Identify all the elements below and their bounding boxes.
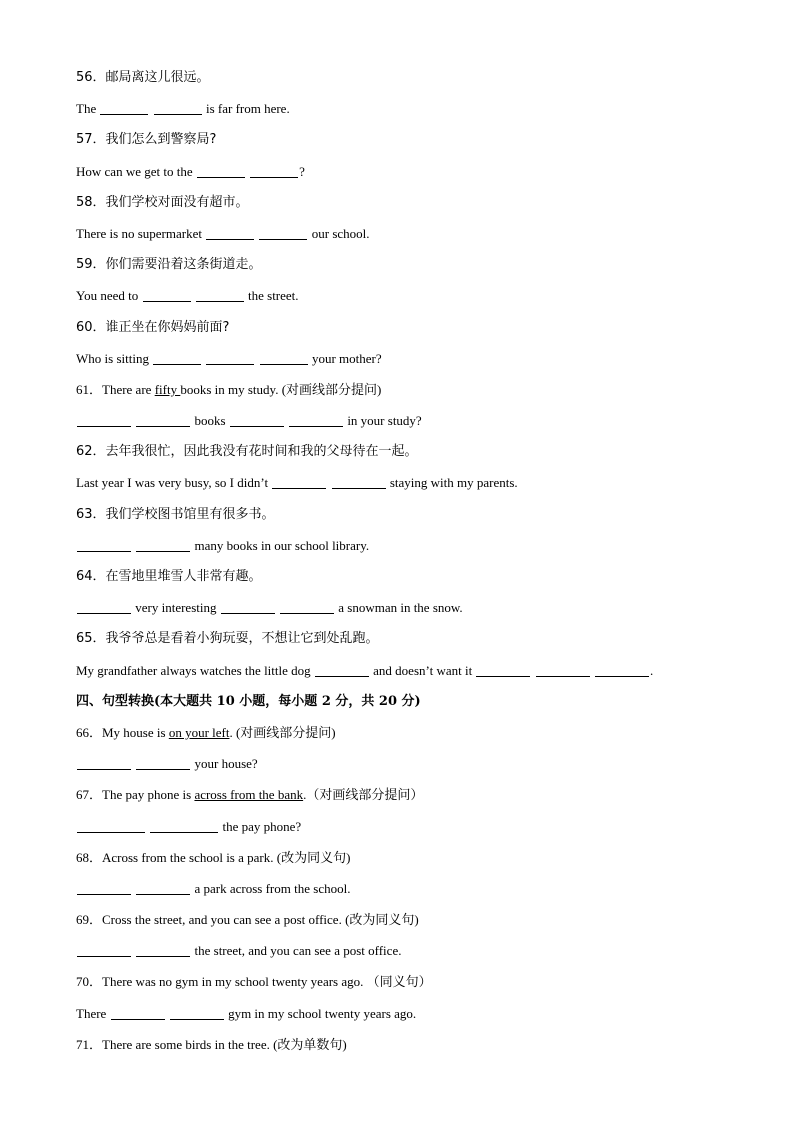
answer-blank[interactable]: [259, 225, 307, 240]
q60-answer-line: Who is sitting your mother?: [76, 350, 382, 366]
q68-answer-line: a park across from the school.: [76, 873, 736, 904]
answer-blank[interactable]: [77, 412, 131, 427]
answer-blank[interactable]: [150, 818, 218, 833]
q66-answer-line: your house?: [76, 748, 736, 779]
q63-prompt: 63．我们学校图书馆里有很多书。: [76, 506, 275, 522]
answer-blank[interactable]: [136, 412, 190, 427]
answer-blank[interactable]: [143, 287, 191, 302]
q56-prompt: 56．邮局离这儿很远。: [76, 70, 210, 85]
q71-prompt: 71．There are some birds in the tree. (改为单数句): [76, 1036, 347, 1052]
answer-blank[interactable]: [206, 225, 254, 240]
answer-blank[interactable]: [77, 818, 145, 833]
q59-answer-line: You need to the street.: [76, 288, 299, 304]
answer-blank[interactable]: [250, 163, 298, 178]
worksheet-page: [76, 62, 736, 1060]
answer-blank[interactable]: [136, 537, 190, 552]
answer-blank[interactable]: [230, 412, 284, 427]
answer-blank[interactable]: [154, 100, 202, 115]
q65-prompt: 65．我爷爷总是看着小狗玩耍，不想让它到处乱跑。: [76, 631, 379, 647]
q61-prompt: 61．There are fifty books in my study. (对画线部分提问): [76, 381, 382, 397]
q65-answer-line: My grandfather always watches the little dog and doesn’t want it .: [76, 662, 654, 678]
q67-prompt: 67．The pay phone is across from the bank.（对画线部分提问）: [76, 787, 424, 803]
answer-blank[interactable]: [197, 163, 245, 178]
answer-blank[interactable]: [280, 599, 334, 614]
answer-blank[interactable]: [77, 755, 131, 770]
q60-prompt: 60．谁正坐在你妈妈前面?: [76, 319, 230, 335]
answer-blank[interactable]: [111, 1005, 165, 1020]
answer-blank[interactable]: [136, 942, 190, 957]
q57-prompt: 57．我们怎么到警察局?: [76, 132, 217, 148]
answer-blank[interactable]: [332, 474, 386, 489]
answer-blank[interactable]: [136, 755, 190, 770]
answer-blank[interactable]: [536, 662, 590, 677]
q58-prompt: 58．我们学校对面没有超市。: [76, 194, 249, 210]
q67-answer-line: the pay phone?: [76, 811, 736, 842]
q56-answer-line: The is far from here.: [76, 101, 290, 117]
q62-prompt: 62．去年我很忙，因此我没有花时间和我的父母待在一起。: [76, 444, 418, 460]
section-heading: 四、句型转换(本大题共 10 小题，每小题 2 分，共 20 分): [76, 693, 421, 709]
answer-blank[interactable]: [476, 662, 530, 677]
answer-blank[interactable]: [315, 662, 369, 677]
q66-prompt: 66．My house is on your left. (对画线部分提问): [76, 724, 336, 740]
answer-blank[interactable]: [77, 537, 131, 552]
q68-prompt: 68．Across from the school is a park. (改为同义句): [76, 849, 351, 865]
underlined-part: on your left: [168, 724, 230, 740]
answer-blank[interactable]: [206, 350, 254, 365]
q62-answer-line: Last year I was very busy, so I didn’t staying with my parents.: [76, 475, 518, 491]
q70-answer-line: There gym in my school twenty years ago.: [76, 1005, 417, 1021]
answer-blank[interactable]: [170, 1005, 224, 1020]
q69-answer-line: the street, and you can see a post office.: [76, 935, 736, 966]
q64-prompt: 64．在雪地里堆雪人非常有趣。: [76, 569, 262, 584]
q70-prompt: 70．There was no gym in my school twenty years ago. （同义句）: [76, 974, 432, 990]
answer-blank[interactable]: [100, 100, 148, 115]
answer-blank[interactable]: [136, 880, 190, 895]
q69-prompt: 69．Cross the street, and you can see a post office. (改为同义句): [76, 912, 419, 928]
q58-answer-line: There is no supermarket our school.: [76, 225, 370, 241]
underlined-part: across from the bank: [194, 787, 304, 803]
q57-answer-line: How can we get to the ?: [76, 163, 305, 179]
answer-blank[interactable]: [77, 942, 131, 957]
q64-answer-line: very interesting a snowman in the snow.: [76, 592, 736, 623]
answer-blank[interactable]: [77, 880, 131, 895]
answer-blank[interactable]: [260, 350, 308, 365]
answer-blank[interactable]: [289, 412, 343, 427]
answer-blank[interactable]: [595, 662, 649, 677]
underlined-part: fifty: [154, 381, 181, 397]
answer-blank[interactable]: [77, 599, 131, 614]
q63-answer-line: many books in our school library.: [76, 530, 736, 561]
answer-blank[interactable]: [153, 350, 201, 365]
q61-answer-line: books in your study?: [76, 405, 736, 436]
answer-blank[interactable]: [221, 599, 275, 614]
answer-blank[interactable]: [196, 287, 244, 302]
q59-prompt: 59．你们需要沿着这条街道走。: [76, 257, 262, 273]
answer-blank[interactable]: [272, 474, 326, 489]
